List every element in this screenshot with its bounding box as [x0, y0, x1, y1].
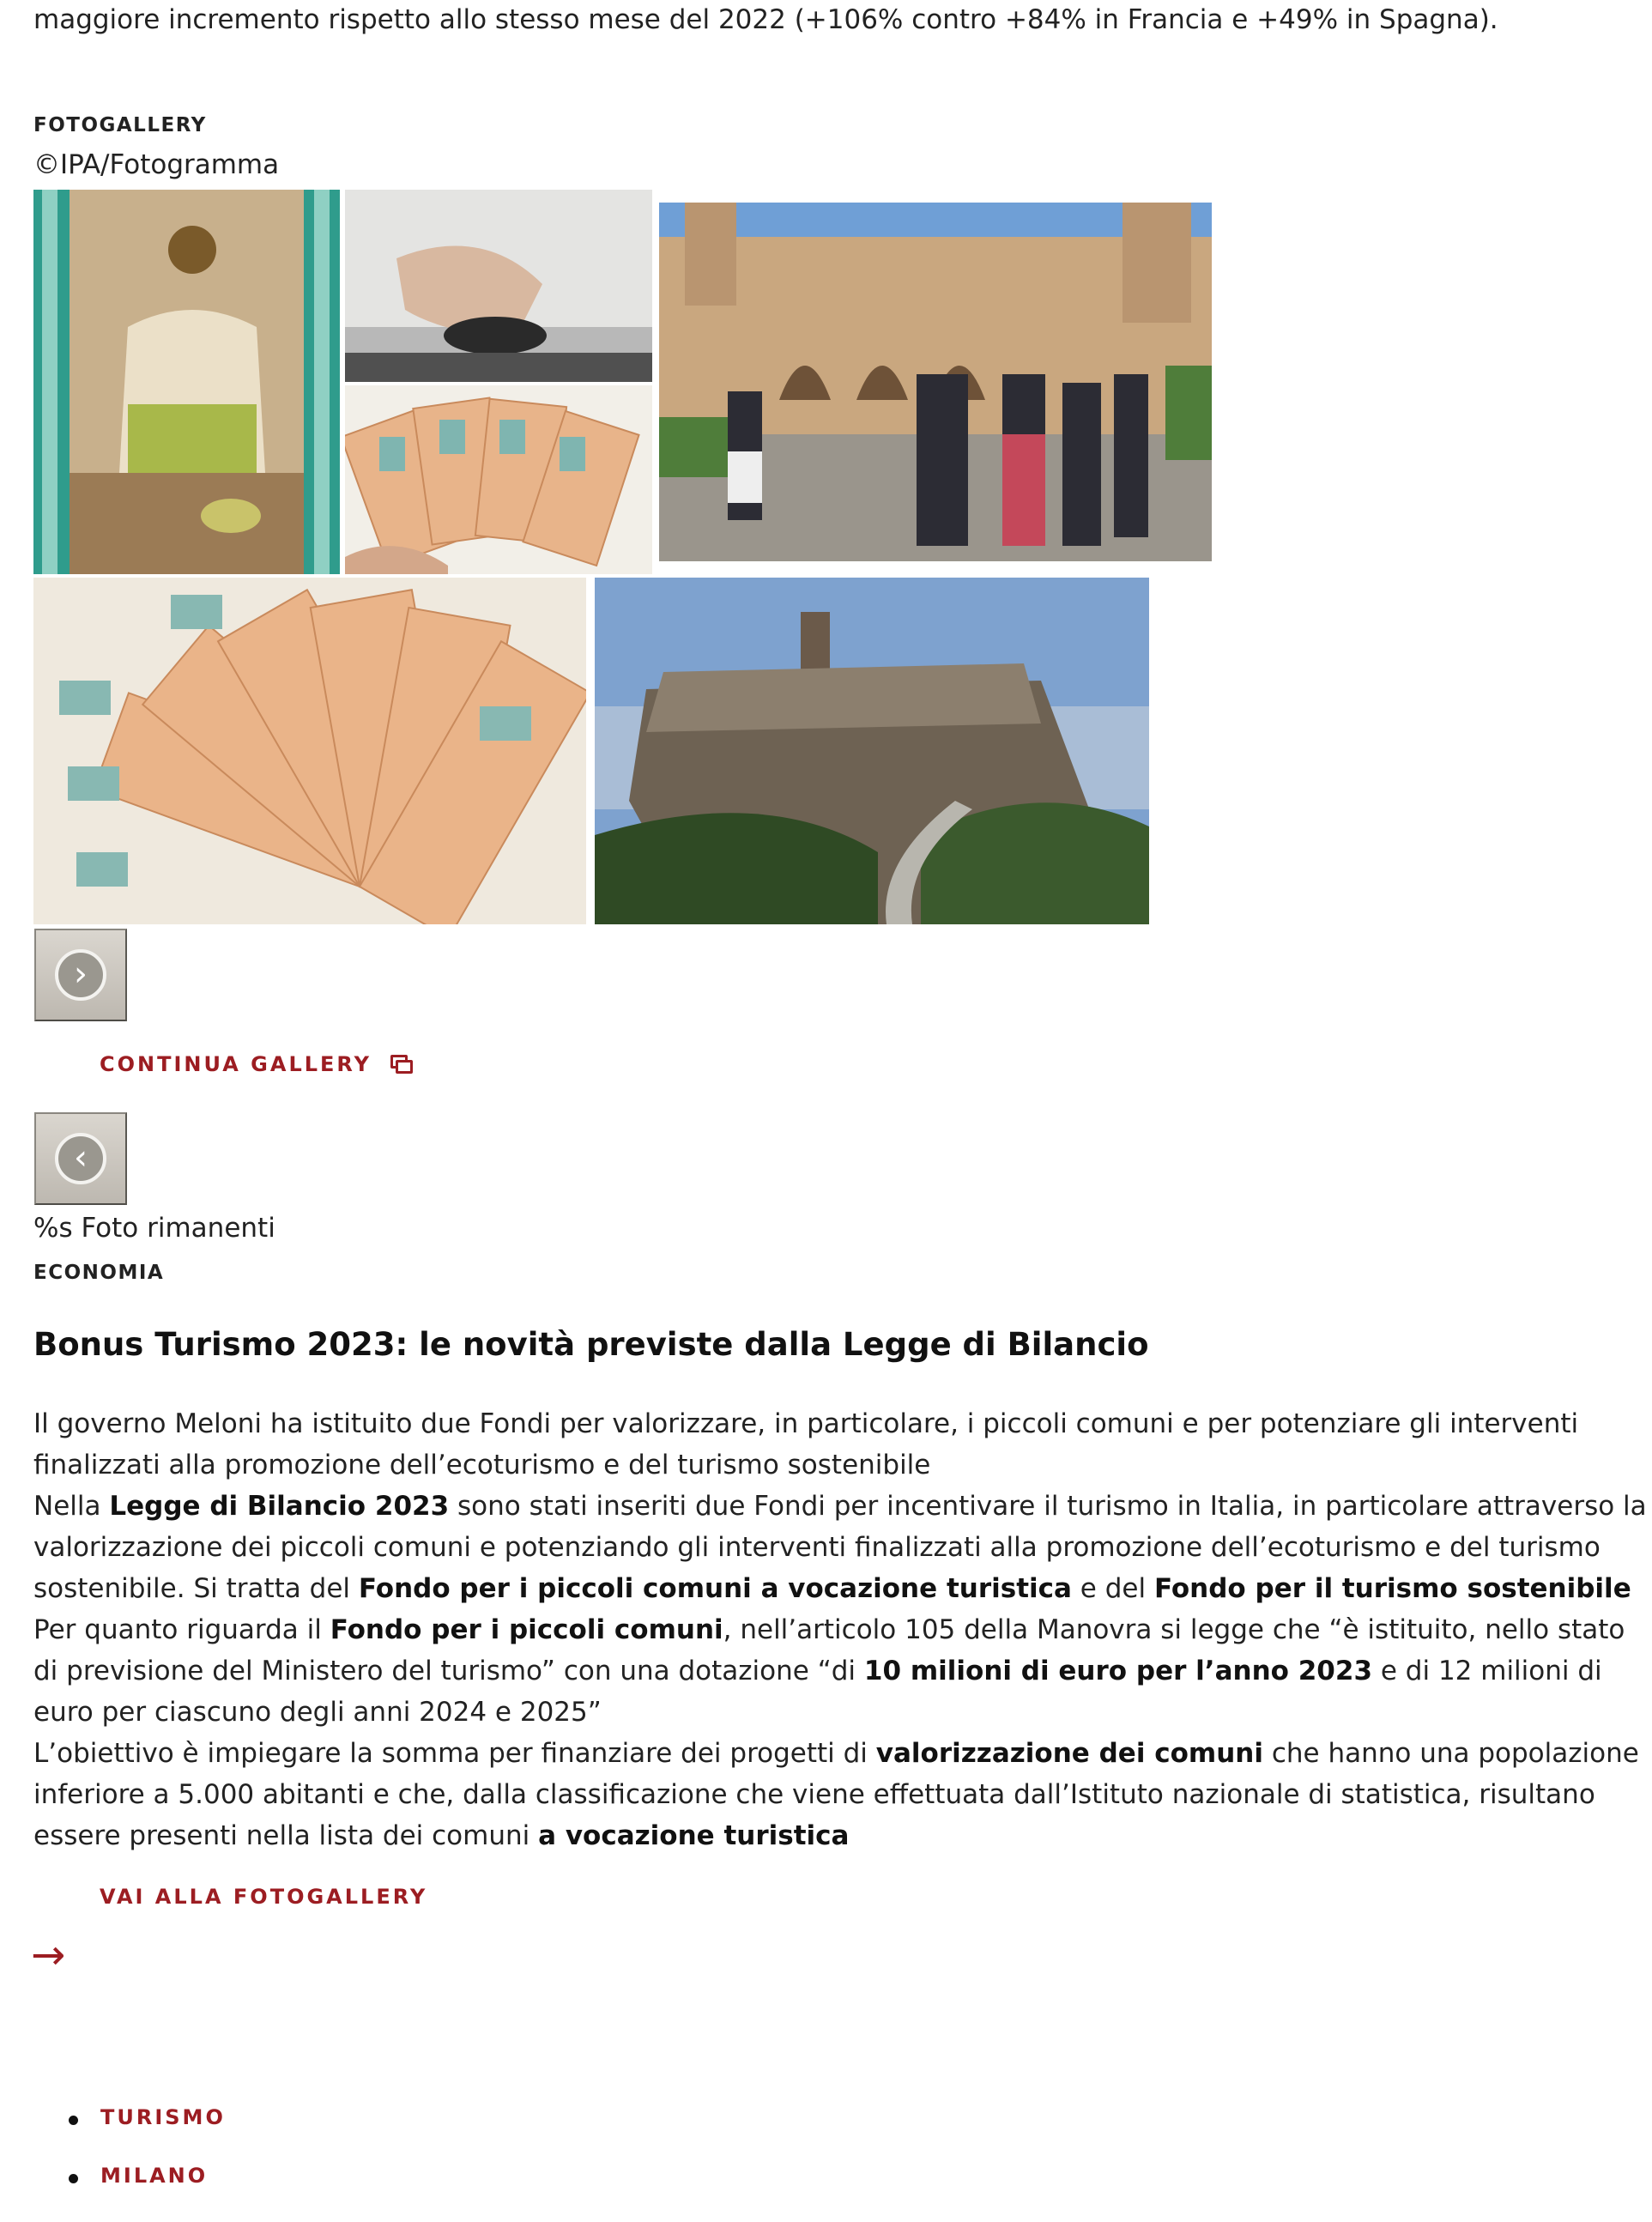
- cathedral-tourists-photo[interactable]: [659, 203, 1212, 561]
- tag-item: [100, 2164, 226, 2222]
- chevron-right-icon: ›: [55, 949, 106, 1001]
- intro-paragraph: maggiore incremento rispetto allo stesso mese del 2022 (+106% contro +84% in Francia e +49% in Spagna).: [33, 4, 1498, 35]
- euro-banknotes-fan-photo[interactable]: [33, 578, 586, 924]
- article-paragraph: Per quanto riguarda il Fondo per i piccoli comuni, nell’articolo 105 della Manovra si legge che “è istituito, nello stato di previsione del Ministero del turismo” con una dotazione “di 10 milioni di euro per l’anno 2023 e di 12 milioni di euro per ciascuno degli anni 2024 e 2025”: [33, 1614, 1625, 1728]
- gallery-prev-button[interactable]: [34, 1112, 127, 1205]
- vai-alla-fotogallery-link[interactable]: VAI ALLA FOTOGALLERY: [100, 1885, 428, 1909]
- hill-town-photo[interactable]: [595, 578, 1149, 924]
- euro-banknotes-hand-photo[interactable]: [345, 385, 652, 574]
- tag-item: [100, 2105, 226, 2164]
- mouse-hand-photo[interactable]: [345, 190, 652, 382]
- tag-milano-link[interactable]: MILANO: [100, 2164, 209, 2188]
- tag-turismo-link[interactable]: TURISMO: [100, 2105, 226, 2129]
- article-paragraph: Il governo Meloni ha istituito due Fondi per valorizzare, in particolare, i piccoli comuni e per potenziare gli interventi finalizzati alla promozione dell’ecoturismo e del turismo sostenibile: [33, 1408, 1579, 1480]
- category-label: ECONOMIA: [33, 1262, 165, 1284]
- photo-credit: ©IPA/Fotogramma: [33, 149, 280, 180]
- remaining-photos-label: %s Foto rimanenti: [33, 1213, 275, 1244]
- continue-gallery-link[interactable]: [100, 1052, 413, 1076]
- gallery-stack-icon: [390, 1055, 413, 1074]
- tag-list: [100, 2105, 226, 2222]
- article-title: Bonus Turismo 2023: le novità previste dalla Legge di Bilancio: [33, 1326, 1149, 1363]
- hotel-room-photo[interactable]: [33, 190, 340, 574]
- article-body: [33, 1403, 1647, 1856]
- article-paragraph: Nella Legge di Bilancio 2023 sono stati inseriti due Fondi per incentivare il turismo in Italia, in particolare attraverso la valorizzazione dei piccoli comuni e potenziando gli interventi finalizzati alla promozione dell’ecoturismo e del turismo sostenibile. Si tratta del Fondo per i piccoli comuni a vocazione turistica e del Fondo per il turismo sostenibile: [33, 1491, 1647, 1604]
- continue-gallery-label: CONTINUA GALLERY: [100, 1052, 372, 1076]
- gallery-next-button[interactable]: [34, 929, 127, 1021]
- chevron-left-icon: ‹: [55, 1133, 106, 1184]
- gallery-label: FOTOGALLERY: [33, 114, 207, 136]
- arrow-right-icon[interactable]: →: [31, 1931, 66, 1979]
- article-paragraph: L’obiettivo è impiegare la somma per finanziare dei progetti di valorizzazione dei comuni che hanno una popolazione inferiore a 5.000 abitanti e che, dalla classificazione che viene effettuata dall’Istituto nazionale di statistica, risultano essere presenti nella lista dei comuni a vocazione turistica: [33, 1738, 1639, 1851]
